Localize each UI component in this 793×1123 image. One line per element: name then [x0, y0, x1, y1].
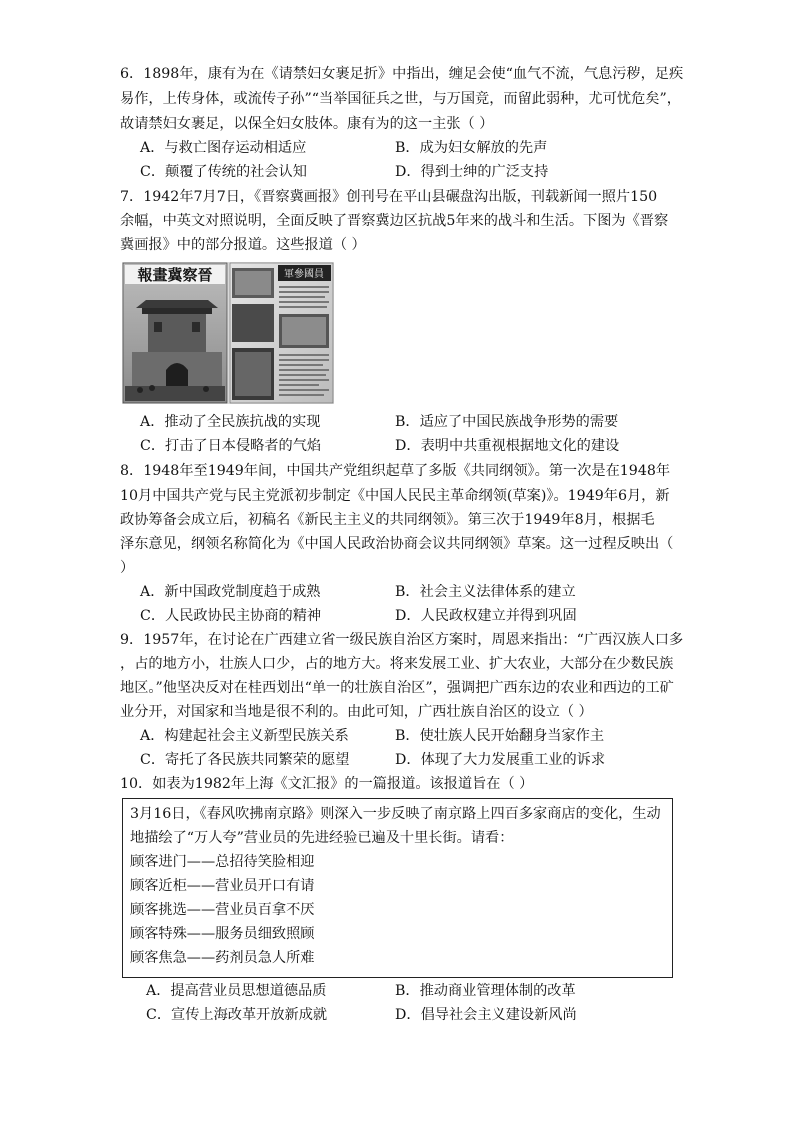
- q10-box-line-2: 地描绘了“万人夸”营业员的先进经验已遍及十里长街。请看：: [130, 830, 514, 846]
- q6-line-3: 故请禁妇女裹足，以保全妇女肢体。康有为的这一主张（ ）: [120, 116, 494, 132]
- q9-option-b[interactable]: B．使壮族人民开始翻身当家作主: [395, 728, 605, 744]
- q9-option-d[interactable]: D．体现了大力发展重工业的诉求: [395, 752, 606, 768]
- q8-line-3: 政协筹备会成立后，初稿名《新民主主义的共同纲领》。第三次于1949年8月，根据毛: [120, 512, 655, 528]
- q10-box-line-1: 3月16日，《春风吹拂南京路》则深入一步反映了南京路上四百多家商店的变化，生动: [130, 806, 661, 822]
- q7-option-a[interactable]: A．推动了全民族抗战的实现: [140, 414, 321, 430]
- q8-option-b[interactable]: B．社会主义法律体系的建立: [395, 584, 576, 600]
- q7-line-3: 冀画报》中的部分报道。这些报道（ ）: [120, 237, 366, 253]
- q6-line-1: 6．1898年，康有为在《请禁妇女裹足折》中指出，缠足会使“血气不流，气息污秽，足疾: [120, 66, 684, 82]
- q8-line-2: 10月中国共产党与民主党派初步制定《中国人民民主革命纲领(草案)》。1949年6月，新: [120, 488, 670, 504]
- q10-quote-box: [122, 798, 673, 978]
- q9-line-4: 业分开，对国家和当地是很不利的。由此可知，广西壮族自治区的设立（ ）: [120, 704, 593, 720]
- q10-box-line-7: 顾客焦急——药剂员急人所难: [130, 950, 315, 966]
- q6-option-b[interactable]: B．成为妇女解放的先声: [395, 140, 548, 156]
- q7-line-1: 7．1942年7月7日，《晋察冀画报》创刊号在平山县碾盘沟出版，刊载新闻一照片150: [120, 189, 658, 205]
- q9-line-3: 地区。”他坚决反对在桂西划出“单一的壮族自治区”，强调把广西东边的农业和西边的工矿: [120, 680, 674, 696]
- q7-option-b[interactable]: B．适应了中国民族战争形势的需要: [395, 414, 619, 430]
- pictorial-newspaper-photo: [122, 262, 334, 404]
- q10-box-line-5: 顾客挑选——营业员百拿不厌: [130, 902, 315, 918]
- q8-option-c[interactable]: C．人民政协民主协商的精神: [140, 608, 322, 624]
- q8-line-4: 泽东意见，纲领名称简化为《中国人民政治协商会议共同纲领》草案。这一过程反映出（: [120, 536, 674, 552]
- q6-option-a[interactable]: A．与救亡图存运动相适应: [140, 140, 307, 156]
- q10-box-line-4: 顾客近柜——营业员开口有请: [130, 878, 315, 894]
- q7-option-c[interactable]: C．打击了日本侵略者的气焰: [140, 438, 322, 454]
- q8-line-5: ）: [120, 560, 135, 576]
- q10-option-c[interactable]: C．宣传上海改革开放新成就: [146, 1007, 328, 1023]
- q9-option-a[interactable]: A．构建起社会主义新型民族关系: [140, 728, 349, 744]
- q9-line-1: 9．1957年，在讨论在广西建立省一级民族自治区方案时，周恩来指出：“广西汉族人口多: [120, 632, 684, 648]
- q8-option-a[interactable]: A．新中国政党制度趋于成熟: [140, 584, 321, 600]
- q10-box-line-6: 顾客特殊——服务员细致照顾: [130, 926, 315, 942]
- q8-option-d[interactable]: D．人民政权建立并得到巩固: [395, 608, 577, 624]
- cover-masthead: 報畫冀察晉: [137, 266, 213, 284]
- q6-option-d[interactable]: D．得到士绅的广泛支持: [395, 164, 549, 180]
- q10-option-a[interactable]: A．提高营业员思想道德品质: [146, 983, 327, 999]
- inner-page-title: 軍參國員: [284, 269, 324, 280]
- q7-option-d[interactable]: D．表明中共重视根据地文化的建设: [395, 438, 620, 454]
- q9-line-2: ，占的地方小，壮族人口少，占的地方大。将来发展工业、扩大农业，大部分在少数民族: [120, 656, 674, 672]
- q8-line-1: 8．1948年至1949年间，中国共产党组织起草了多版《共同纲领》。第一次是在1948年: [120, 463, 671, 479]
- q6-option-c[interactable]: C．颠覆了传统的社会认知: [140, 164, 307, 180]
- q10-option-d[interactable]: D．倡导社会主义建设新风尚: [395, 1007, 577, 1023]
- q10-option-b[interactable]: B．推动商业管理体制的改革: [395, 983, 576, 999]
- q10-line-1: 10．如表为1982年上海《文汇报》的一篇报道。该报道旨在（ ）: [120, 776, 534, 792]
- q10-box-line-3: 顾客进门——总招待笑脸相迎: [130, 854, 315, 870]
- q6-line-2: 易作，上传身体，或流传子孙”“当举国征兵之世，与万国竞，而留此弱种，尤可忧危矣”，: [120, 91, 681, 107]
- q7-line-2: 余幅，中英文对照说明，全面反映了晋察冀边区抗战5年来的战斗和生活。下图为《晋察: [120, 213, 669, 229]
- q9-option-c[interactable]: C．寄托了各民族共同繁荣的愿望: [140, 752, 350, 768]
